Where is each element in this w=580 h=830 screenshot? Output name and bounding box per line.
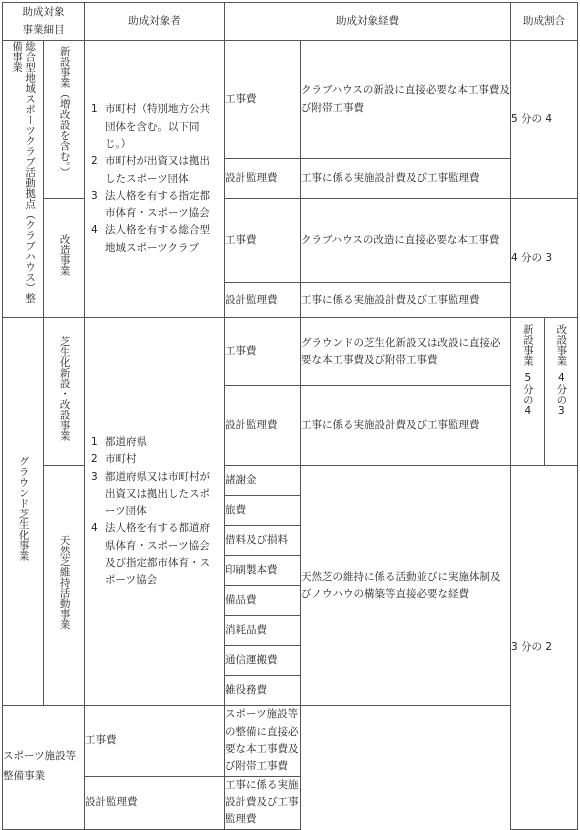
turf-rate-new-label: 新設事業 [521, 324, 534, 367]
club-recipient-item: 1 市町村（特別地方公共団体を含む。以下同じ。） [91, 103, 210, 150]
turf-install-design-label: 設計監理費 [225, 386, 301, 466]
sports-works-desc: スポーツ施設等の整備に直接必要な本工事費及び附帯工事費 [225, 706, 301, 776]
header-expenses: 助成対象経費 [225, 3, 511, 41]
sports-category: スポーツ施設等整備事業 [3, 706, 85, 829]
turf-maintain-desc: 天然芝の維持に係る活動並びに実施体制及びノウハウの構築等直接必要な経費 [301, 466, 511, 706]
turf-item: 旅費 [225, 496, 301, 526]
turf-rate-renov-value: 4分の3 [555, 372, 568, 418]
club-category: 総合型地域スポーツクラブ活動拠点（クラブハウス）整備事業 [11, 41, 37, 304]
turf-recipient-item: 3 都道府県又は市町村が出資又は拠出したスポーツ団体 [91, 470, 210, 518]
club-sub-new: 新設事業（増改設を含む。） [58, 46, 71, 178]
grant-table [2, 2, 578, 830]
turf-install-cell [44, 318, 85, 466]
header-recipients: 助成対象者 [85, 3, 225, 41]
turf-sub-maintain: 天然芝維持活動事業 [58, 535, 71, 630]
turf-item: 通信運搬費 [225, 646, 301, 676]
turf-item: 借料及び損料 [225, 526, 301, 556]
club-recipient-item: 3 法人格を有する指定都市体育・スポーツ協会 [91, 189, 210, 220]
club-new-works-label: 工事費 [225, 41, 301, 159]
turf-rate-renov-label: 改設事業 [555, 324, 568, 367]
club-ren-design-desc: 工事に係る実施設計費及び工事監理費 [301, 283, 511, 318]
turf-maintain-rate: 3 分の 2 [511, 466, 578, 829]
club-new-rate: 5 分の 4 [511, 41, 578, 199]
club-sub-renovate: 改造事業 [58, 234, 71, 276]
header-rate: 助成割合 [511, 3, 578, 41]
turf-item: 消耗品費 [225, 616, 301, 646]
club-recipient-item: 4 法人格を有する総合型地域スポーツクラブ [91, 224, 210, 254]
sports-design-label: 設計監理費 [85, 776, 225, 829]
turf-recipients [85, 318, 225, 706]
club-recipients [85, 41, 225, 318]
turf-item: 備品費 [225, 586, 301, 616]
club-category-cell [3, 41, 44, 318]
turf-install-works-label: 工事費 [225, 318, 301, 386]
turf-category: グラウンド芝生化事業 [17, 456, 30, 562]
turf-category-cell [3, 318, 44, 706]
turf-sub-install: 芝生化新設・改設事業 [58, 336, 71, 442]
turf-item: 雑役務費 [225, 676, 301, 706]
turf-recipient-item: 4 法人格を有する都道府県体育・スポーツ協会及び指定都市体育・スポーツ協会 [91, 522, 210, 587]
sports-works-label: 工事費 [85, 706, 225, 776]
turf-recipient-item: 2 市町村 [91, 453, 137, 466]
turf-item: 諸謝金 [225, 466, 301, 496]
club-new-design-label: 設計監理費 [225, 159, 301, 199]
club-new-works-desc: クラブハウスの新設に直接必要な本工事費及び附帯工事費 [301, 41, 511, 159]
club-ren-design-label: 設計監理費 [225, 283, 301, 318]
turf-rate-new-value: 5分の4 [521, 372, 534, 418]
turf-maintain-cell [44, 466, 85, 706]
turf-item: 印刷製本費 [225, 556, 301, 586]
sports-design-desc: 工事に係る実施設計費及び工事監理費 [225, 776, 301, 829]
turf-install-rate [511, 318, 578, 466]
turf-recipient-item: 1 都道府県 [91, 435, 147, 448]
header-subcategory: 助成対象 事業細目 [3, 3, 85, 41]
club-renovate-cell [44, 199, 85, 318]
club-ren-rate: 4 分の 3 [511, 199, 578, 318]
club-new-design-desc: 工事に係る実施設計費及び工事監理費 [301, 159, 511, 199]
club-recipient-item: 2 市町村が出資又は拠出したスポーツ団体 [91, 155, 210, 185]
turf-install-works-desc: グラウンドの芝生化新設又は改設に直接必要な本工事費及び附帯工事費 [301, 318, 511, 386]
club-ren-works-desc: クラブハウスの改造に直接必要な本工事費 [301, 199, 511, 283]
turf-install-design-desc: 工事に係る実施設計費及び工事監理費 [301, 386, 511, 466]
club-ren-works-label: 工事費 [225, 199, 301, 283]
club-new-cell [44, 41, 85, 199]
